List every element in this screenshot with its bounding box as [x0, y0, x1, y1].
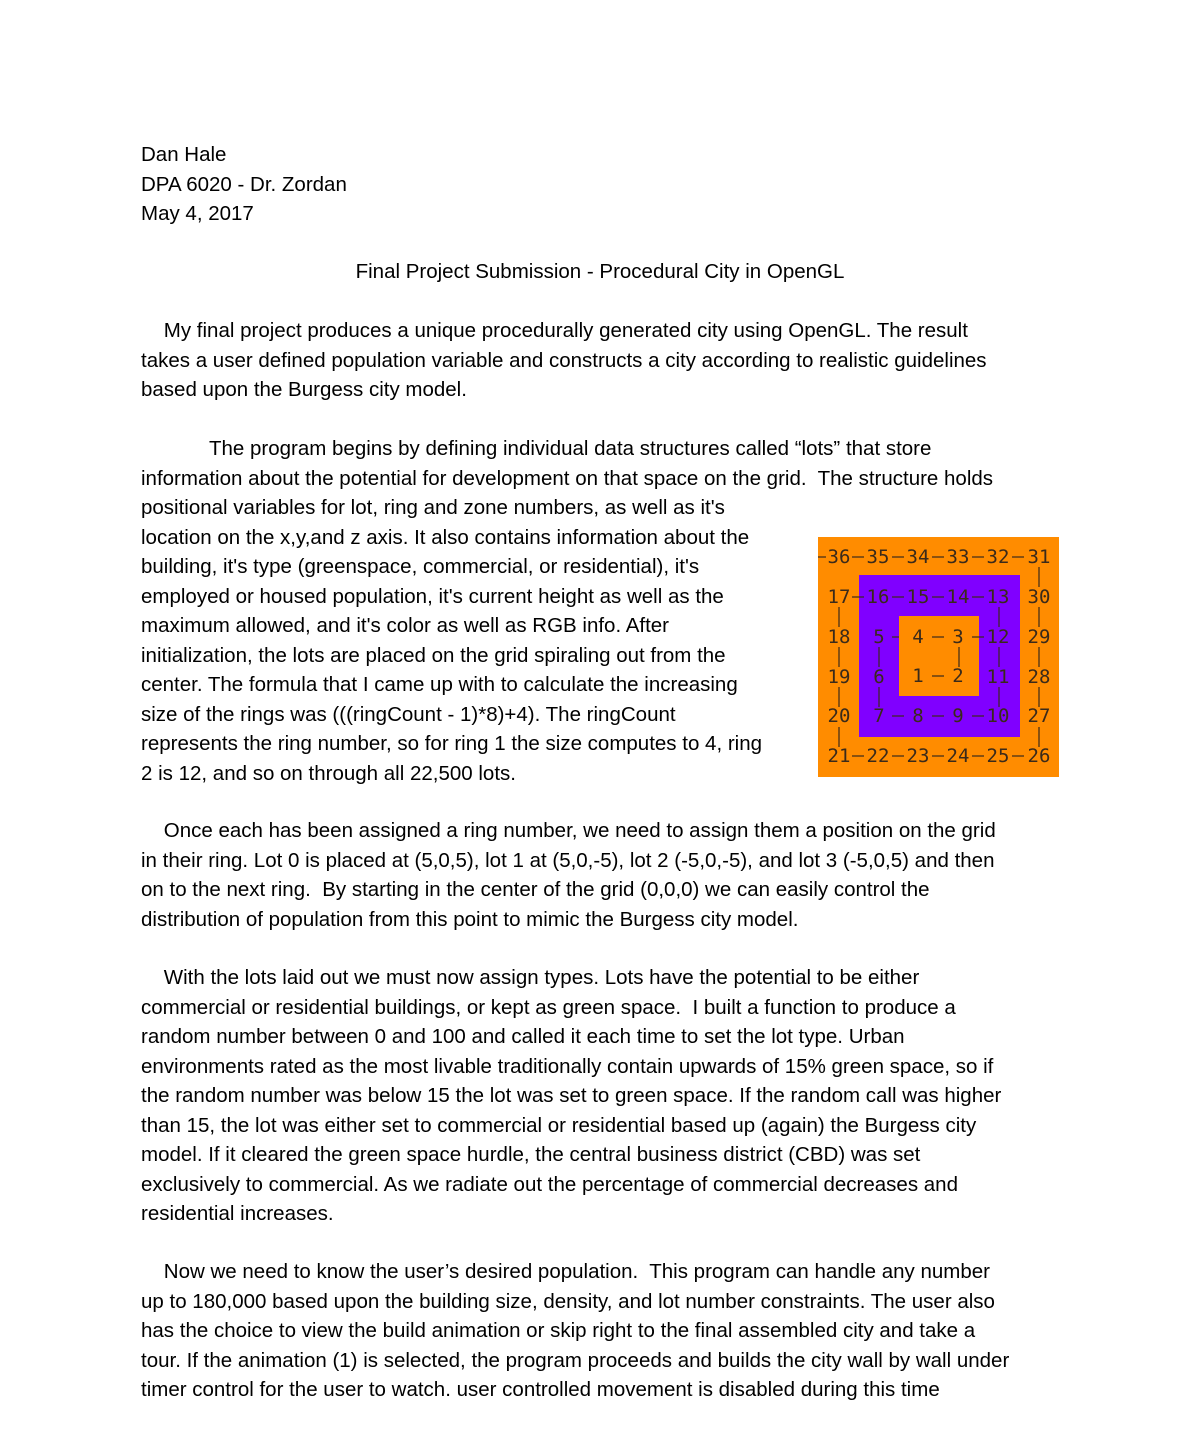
ring-spiral-diagram: [818, 537, 1059, 777]
text-line: than 15, the lot was either set to commercial or residential based up (again) the Burgess city: [141, 1113, 977, 1137]
lot-label: 29: [1027, 626, 1051, 648]
lot-label: 1: [912, 665, 924, 687]
paragraph-types: [141, 963, 1061, 1229]
text-line: Now we need to know the user’s desired population. This program can handle any number: [141, 1260, 990, 1283]
text-line: tour. If the animation (1) is selected, the program proceeds and builds the city wall by wall under: [141, 1348, 1010, 1372]
text-line: takes a user defined population variable and constructs a city according to realistic guidelines: [141, 348, 987, 372]
lot-label: 2: [952, 665, 964, 687]
text-line: information about the potential for development on that space on the grid. The structure holds: [141, 466, 994, 490]
text-line: The program begins by defining individual data structures called “lots” that store: [141, 437, 932, 460]
lot-label: 3: [952, 626, 964, 648]
text-line: the random number was below 15 the lot was set to green space. If the random call was higher: [141, 1084, 1002, 1107]
text-line: model. If it cleared the green space hurdle, the central business district (CBD) was set: [141, 1143, 921, 1166]
text-line: With the lots laid out we must now assign types. Lots have the potential to be either: [141, 966, 920, 989]
paragraph-population: [141, 1257, 1081, 1405]
text-line: distribution of population from this point to mimic the Burgess city model.: [141, 907, 799, 931]
text-line: represents the ring number, so for ring 1 the size computes to 4, ring: [141, 732, 763, 755]
paragraph-intro: [141, 316, 1061, 405]
paragraph-positions: [141, 816, 1061, 934]
text-line: positional variables for lot, ring and zone numbers, as well as it's: [141, 496, 725, 519]
lot-label: 5: [873, 626, 885, 648]
text-line: random number between 0 and 100 and called it each time to set the lot type. Urban: [141, 1025, 905, 1048]
text-line: size of the rings was (((ringCount - 1)*8)+4). The ringCount: [141, 702, 676, 726]
lot-label: 7: [873, 705, 885, 727]
lot-label: 13: [986, 586, 1010, 608]
text-line: building, it's type (greenspace, commercial, or residential), it's: [141, 555, 700, 578]
lot-label: 33: [946, 546, 970, 568]
lot-label: 27: [1027, 705, 1051, 727]
text-line: My final project produces a unique procedurally generated city using OpenGL. The result: [141, 319, 968, 342]
text-line: commercial or residential buildings, or kept as green space. I built a function to produce a: [141, 995, 956, 1019]
lot-label: 16: [866, 586, 890, 608]
lot-label: 8: [912, 705, 924, 727]
lot-label: 28: [1027, 666, 1051, 688]
text-line: maximum allowed, and it's color as well as RGB info. After: [141, 614, 670, 637]
lot-label: 4: [912, 626, 924, 648]
lot-label: 12: [986, 626, 1010, 648]
text-line: exclusively to commercial. As we radiate out the percentage of commercial decreases and: [141, 1172, 958, 1196]
lot-label: 6: [873, 666, 885, 688]
lot-label: 17: [827, 586, 851, 608]
text-line: initialization, the lots are placed on the grid spiraling out from the: [141, 643, 726, 667]
lot-label: 30: [1027, 586, 1051, 608]
author-name: Dan Hale: [141, 143, 227, 166]
text-line: in their ring. Lot 0 is placed at (5,0,5), lot 1 at (5,0,-5), lot 2 (-5,0,-5), and lot 3 (-5,0,5) and then: [141, 848, 995, 872]
text-line: on to the next ring. By starting in the center of the grid (0,0,0) we can easily control the: [141, 878, 930, 901]
lot-label: 15: [906, 586, 930, 608]
text-line: environments rated as the most livable traditionally contain upwards of 15% green space, so if: [141, 1054, 994, 1078]
document-header: [141, 140, 347, 229]
text-line: employed or housed population, it's current height as well as the: [141, 584, 724, 608]
lot-label: 14: [946, 586, 970, 608]
inner-ring-square: [899, 616, 979, 696]
lot-label: 22: [866, 745, 890, 767]
lot-label: 31: [1027, 546, 1051, 568]
lot-label: 23: [906, 745, 930, 767]
date-line: May 4, 2017: [141, 202, 254, 225]
lot-label: 19: [827, 666, 851, 688]
document-title: Final Project Submission - Procedural City in OpenGL: [355, 260, 845, 283]
text-line: Once each has been assigned a ring number, we need to assign them a position on the grid: [141, 819, 996, 842]
text-line: up to 180,000 based upon the building size, density, and lot number constraints. The user also: [141, 1289, 995, 1313]
lot-label: 18: [827, 626, 851, 648]
lot-label: 36: [827, 546, 851, 568]
lot-label: 24: [946, 745, 970, 767]
text-line: timer control for the user to watch. user controlled movement is disabled during this time: [141, 1378, 940, 1401]
lot-label: 20: [827, 705, 851, 727]
text-line: residential increases.: [141, 1202, 334, 1225]
text-line: has the choice to view the build animation or skip right to the final assembled city and take a: [141, 1319, 976, 1342]
text-line: based upon the Burgess city model.: [141, 378, 467, 401]
text-line: 2 is 12, and so on through all 22,500 lots.: [141, 761, 516, 785]
lot-label: 11: [986, 666, 1010, 688]
lot-label: 9: [952, 705, 964, 727]
text-line: location on the x,y,and z axis. It also contains information about the: [141, 525, 750, 549]
lot-label: 35: [866, 546, 890, 568]
lot-label: 21: [827, 745, 851, 767]
course-line: DPA 6020 - Dr. Zordan: [141, 172, 347, 196]
lot-label: 25: [986, 745, 1010, 767]
text-line: center. The formula that I came up with to calculate the increasing: [141, 673, 738, 696]
lot-label: 26: [1027, 745, 1051, 767]
lot-label: 10: [986, 705, 1010, 727]
lot-label: 32: [986, 546, 1010, 568]
lot-label: 34: [906, 546, 930, 568]
